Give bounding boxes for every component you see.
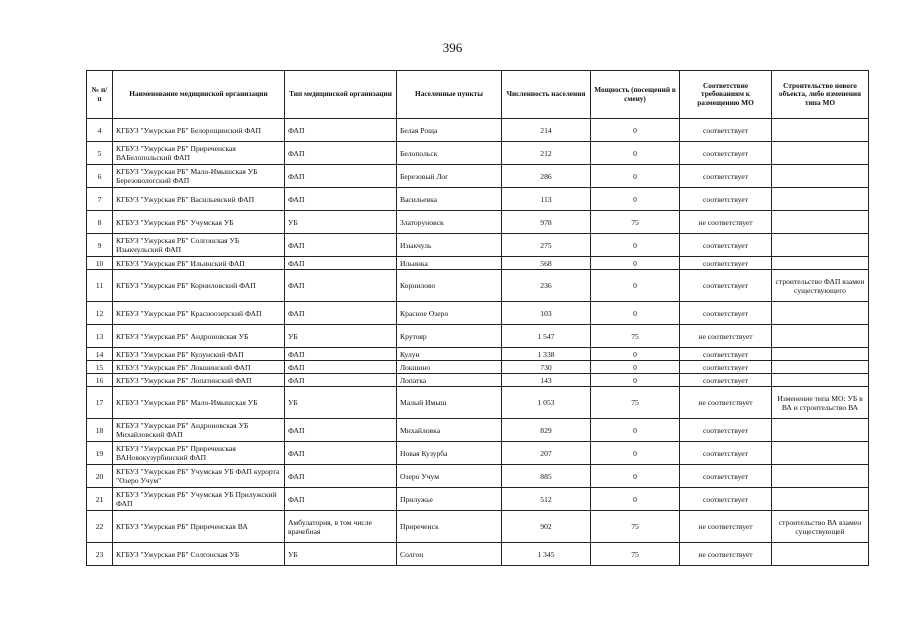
- cell-population: 143: [502, 374, 591, 387]
- cell-construction: [772, 211, 869, 234]
- cell-settlement: Васильевка: [397, 188, 502, 211]
- table-header-row: [87, 71, 869, 119]
- cell-construction: Изменение типа МО: УБ в ВА и строительство ВА: [772, 387, 869, 419]
- header-num: № п/п: [87, 71, 113, 119]
- cell-population: 236: [502, 270, 591, 302]
- cell-capacity: 0: [591, 234, 680, 257]
- cell-compliance: соответствует: [680, 165, 772, 188]
- cell-compliance: соответствует: [680, 270, 772, 302]
- cell-population: 568: [502, 257, 591, 270]
- table-row: [87, 361, 869, 374]
- cell-settlement: Белопольск: [397, 142, 502, 165]
- cell-organization-type: ФАП: [285, 361, 397, 374]
- cell-construction: [772, 442, 869, 465]
- cell-compliance: соответствует: [680, 302, 772, 325]
- cell-population: 212: [502, 142, 591, 165]
- cell-capacity: 75: [591, 387, 680, 419]
- cell-population: 1 053: [502, 387, 591, 419]
- cell-settlement: Корнилово: [397, 270, 502, 302]
- cell-capacity: 0: [591, 465, 680, 488]
- cell-construction: строительство ВА взамен существующей: [772, 511, 869, 543]
- cell-organization-type: ФАП: [285, 188, 397, 211]
- table-row: [87, 257, 869, 270]
- cell-num: 7: [87, 188, 113, 211]
- table-row: [87, 419, 869, 442]
- cell-organization-name: КГБУЗ "Ужурская РБ" Лопатинский ФАП: [113, 374, 285, 387]
- table-row: [87, 211, 869, 234]
- cell-organization-type: Амбулатория, в том числе врачебная: [285, 511, 397, 543]
- cell-capacity: 0: [591, 270, 680, 302]
- cell-compliance: соответствует: [680, 374, 772, 387]
- cell-compliance: соответствует: [680, 442, 772, 465]
- cell-population: 1 338: [502, 348, 591, 361]
- cell-organization-name: КГБУЗ "Ужурская РБ" Кулунский ФАП: [113, 348, 285, 361]
- cell-population: 978: [502, 211, 591, 234]
- table-row: [87, 119, 869, 142]
- cell-organization-name: КГБУЗ "Ужурская РБ" Васильевский ФАП: [113, 188, 285, 211]
- cell-settlement: Солгон: [397, 543, 502, 566]
- cell-num: 5: [87, 142, 113, 165]
- cell-organization-name: КГБУЗ "Ужурская РБ" Белорощинский ФАП: [113, 119, 285, 142]
- cell-compliance: соответствует: [680, 361, 772, 374]
- cell-organization-type: ФАП: [285, 488, 397, 511]
- cell-compliance: не соответствует: [680, 211, 772, 234]
- cell-organization-type: ФАП: [285, 165, 397, 188]
- cell-num: 15: [87, 361, 113, 374]
- cell-compliance: соответствует: [680, 142, 772, 165]
- cell-construction: [772, 188, 869, 211]
- cell-num: 18: [87, 419, 113, 442]
- cell-population: 730: [502, 361, 591, 374]
- cell-settlement: Прилужье: [397, 488, 502, 511]
- cell-population: 902: [502, 511, 591, 543]
- cell-num: 16: [87, 374, 113, 387]
- cell-organization-name: КГБУЗ "Ужурская РБ" Ильинский ФАП: [113, 257, 285, 270]
- cell-population: 214: [502, 119, 591, 142]
- page-number: 396: [442, 40, 463, 55]
- cell-organization-name: КГБУЗ "Ужурская РБ" Учумская УБ ФАП курорта "Озеро Учум": [113, 465, 285, 488]
- cell-compliance: соответствует: [680, 234, 772, 257]
- cell-population: 275: [502, 234, 591, 257]
- cell-settlement: Крутояр: [397, 325, 502, 348]
- cell-compliance: не соответствует: [680, 511, 772, 543]
- cell-population: 1 345: [502, 543, 591, 566]
- cell-organization-type: УБ: [285, 387, 397, 419]
- cell-organization-type: ФАП: [285, 374, 397, 387]
- cell-capacity: 0: [591, 119, 680, 142]
- cell-num: 13: [87, 325, 113, 348]
- cell-num: 10: [87, 257, 113, 270]
- table-row: [87, 302, 869, 325]
- cell-construction: [772, 348, 869, 361]
- table-row: [87, 165, 869, 188]
- cell-organization-name: КГБУЗ "Ужурская РБ" Солгонская УБ Изыкчульский ФАП: [113, 234, 285, 257]
- cell-organization-name: КГБУЗ "Ужурская РБ" Локшинский ФАП: [113, 361, 285, 374]
- cell-settlement: Михайловка: [397, 419, 502, 442]
- table-row: [87, 142, 869, 165]
- cell-num: 14: [87, 348, 113, 361]
- cell-settlement: Приреченск: [397, 511, 502, 543]
- cell-organization-name: КГБУЗ "Ужурская РБ" Приреченская ВАНовокузурбинский ФАП: [113, 442, 285, 465]
- cell-organization-name: КГБУЗ "Ужурская РБ" Андроновская УБ: [113, 325, 285, 348]
- cell-num: 12: [87, 302, 113, 325]
- header-construction: Строительство нового объекта, либо изменения типа МО: [772, 71, 869, 119]
- cell-settlement: Малый Имыш: [397, 387, 502, 419]
- medical-organizations-table: [86, 70, 869, 566]
- cell-construction: [772, 165, 869, 188]
- cell-capacity: 0: [591, 361, 680, 374]
- cell-population: 103: [502, 302, 591, 325]
- header-capacity: Мощность (посещений в смену): [591, 71, 680, 119]
- header-compliance: Соответствие требованиям к размещению МО: [680, 71, 772, 119]
- cell-settlement: Красное Озеро: [397, 302, 502, 325]
- cell-organization-name: КГБУЗ "Ужурская РБ" Мало-Имышская УБ Березовологский ФАП: [113, 165, 285, 188]
- table-row: [87, 348, 869, 361]
- cell-settlement: Кулун: [397, 348, 502, 361]
- cell-settlement: Изыкчуль: [397, 234, 502, 257]
- cell-organization-type: ФАП: [285, 419, 397, 442]
- cell-settlement: Новая Кузурба: [397, 442, 502, 465]
- header-name: Наименование медицинской организации: [113, 71, 285, 119]
- table-row: [87, 465, 869, 488]
- cell-population: 829: [502, 419, 591, 442]
- table-row: [87, 442, 869, 465]
- cell-num: 22: [87, 511, 113, 543]
- cell-capacity: 0: [591, 442, 680, 465]
- cell-compliance: соответствует: [680, 465, 772, 488]
- cell-settlement: Златоруновск: [397, 211, 502, 234]
- cell-organization-type: ФАП: [285, 234, 397, 257]
- cell-capacity: 0: [591, 302, 680, 325]
- cell-organization-name: КГБУЗ "Ужурская РБ" Красноозерский ФАП: [113, 302, 285, 325]
- cell-num: 6: [87, 165, 113, 188]
- cell-construction: [772, 302, 869, 325]
- cell-compliance: соответствует: [680, 488, 772, 511]
- cell-compliance: не соответствует: [680, 387, 772, 419]
- cell-settlement: Локшино: [397, 361, 502, 374]
- cell-organization-name: КГБУЗ "Ужурская РБ" Учумская УБ Прилужский ФАП: [113, 488, 285, 511]
- cell-num: 20: [87, 465, 113, 488]
- cell-organization-type: УБ: [285, 325, 397, 348]
- cell-num: 9: [87, 234, 113, 257]
- cell-population: 286: [502, 165, 591, 188]
- cell-organization-type: ФАП: [285, 348, 397, 361]
- cell-settlement: Березовый Лог: [397, 165, 502, 188]
- cell-population: 207: [502, 442, 591, 465]
- cell-organization-type: ФАП: [285, 465, 397, 488]
- table-row: [87, 325, 869, 348]
- cell-settlement: Озеро Учум: [397, 465, 502, 488]
- cell-num: 11: [87, 270, 113, 302]
- cell-capacity: 0: [591, 165, 680, 188]
- table-body: [87, 119, 869, 566]
- cell-capacity: 75: [591, 511, 680, 543]
- table-row: [87, 488, 869, 511]
- cell-organization-name: КГБУЗ "Ужурская РБ" Учумская УБ: [113, 211, 285, 234]
- cell-capacity: 75: [591, 325, 680, 348]
- cell-population: 1 547: [502, 325, 591, 348]
- cell-construction: [772, 325, 869, 348]
- cell-organization-name: КГБУЗ "Ужурская РБ" Корниловский ФАП: [113, 270, 285, 302]
- cell-compliance: не соответствует: [680, 543, 772, 566]
- cell-capacity: 75: [591, 543, 680, 566]
- cell-population: 113: [502, 188, 591, 211]
- table-row: [87, 188, 869, 211]
- cell-construction: строительство ФАП взамен существующего: [772, 270, 869, 302]
- cell-settlement: Лопатка: [397, 374, 502, 387]
- cell-construction: [772, 257, 869, 270]
- cell-population: 512: [502, 488, 591, 511]
- header-population: Численность населения: [502, 71, 591, 119]
- table-row: [87, 374, 869, 387]
- cell-num: 19: [87, 442, 113, 465]
- cell-construction: [772, 234, 869, 257]
- cell-organization-name: КГБУЗ "Ужурская РБ" Приреченская ВА: [113, 511, 285, 543]
- cell-compliance: соответствует: [680, 419, 772, 442]
- cell-capacity: 0: [591, 374, 680, 387]
- table-row: [87, 543, 869, 566]
- cell-settlement: Белая Роща: [397, 119, 502, 142]
- cell-construction: [772, 543, 869, 566]
- cell-organization-name: КГБУЗ "Ужурская РБ" Солгонская УБ: [113, 543, 285, 566]
- cell-organization-type: ФАП: [285, 302, 397, 325]
- cell-num: 17: [87, 387, 113, 419]
- cell-capacity: 0: [591, 188, 680, 211]
- header-type: Тип медицинской организации: [285, 71, 397, 119]
- table-row: [87, 387, 869, 419]
- cell-compliance: соответствует: [680, 257, 772, 270]
- cell-construction: [772, 419, 869, 442]
- table-row: [87, 511, 869, 543]
- header-settlements: Населенные пункты: [397, 71, 502, 119]
- cell-organization-type: УБ: [285, 211, 397, 234]
- cell-construction: [772, 142, 869, 165]
- cell-capacity: 0: [591, 142, 680, 165]
- cell-organization-name: КГБУЗ "Ужурская РБ" Андроновская УБ Михайловский ФАП: [113, 419, 285, 442]
- cell-num: 23: [87, 543, 113, 566]
- cell-organization-type: ФАП: [285, 257, 397, 270]
- cell-organization-type: УБ: [285, 543, 397, 566]
- cell-organization-type: ФАП: [285, 442, 397, 465]
- cell-organization-name: КГБУЗ "Ужурская РБ" Мало-Имышская УБ: [113, 387, 285, 419]
- cell-settlement: Ильинка: [397, 257, 502, 270]
- cell-organization-type: ФАП: [285, 119, 397, 142]
- cell-population: 885: [502, 465, 591, 488]
- cell-capacity: 0: [591, 348, 680, 361]
- cell-capacity: 75: [591, 211, 680, 234]
- table-row: [87, 270, 869, 302]
- cell-num: 8: [87, 211, 113, 234]
- cell-capacity: 0: [591, 257, 680, 270]
- cell-compliance: соответствует: [680, 119, 772, 142]
- cell-num: 4: [87, 119, 113, 142]
- table-row: [87, 234, 869, 257]
- cell-organization-name: КГБУЗ "Ужурская РБ" Приреченская ВАБелопольский ФАП: [113, 142, 285, 165]
- cell-construction: [772, 374, 869, 387]
- cell-compliance: не соответствует: [680, 325, 772, 348]
- cell-compliance: соответствует: [680, 188, 772, 211]
- cell-construction: [772, 488, 869, 511]
- cell-construction: [772, 361, 869, 374]
- cell-num: 21: [87, 488, 113, 511]
- cell-organization-type: ФАП: [285, 270, 397, 302]
- cell-capacity: 0: [591, 488, 680, 511]
- cell-construction: [772, 465, 869, 488]
- cell-organization-type: ФАП: [285, 142, 397, 165]
- cell-construction: [772, 119, 869, 142]
- cell-capacity: 0: [591, 419, 680, 442]
- cell-compliance: соответствует: [680, 348, 772, 361]
